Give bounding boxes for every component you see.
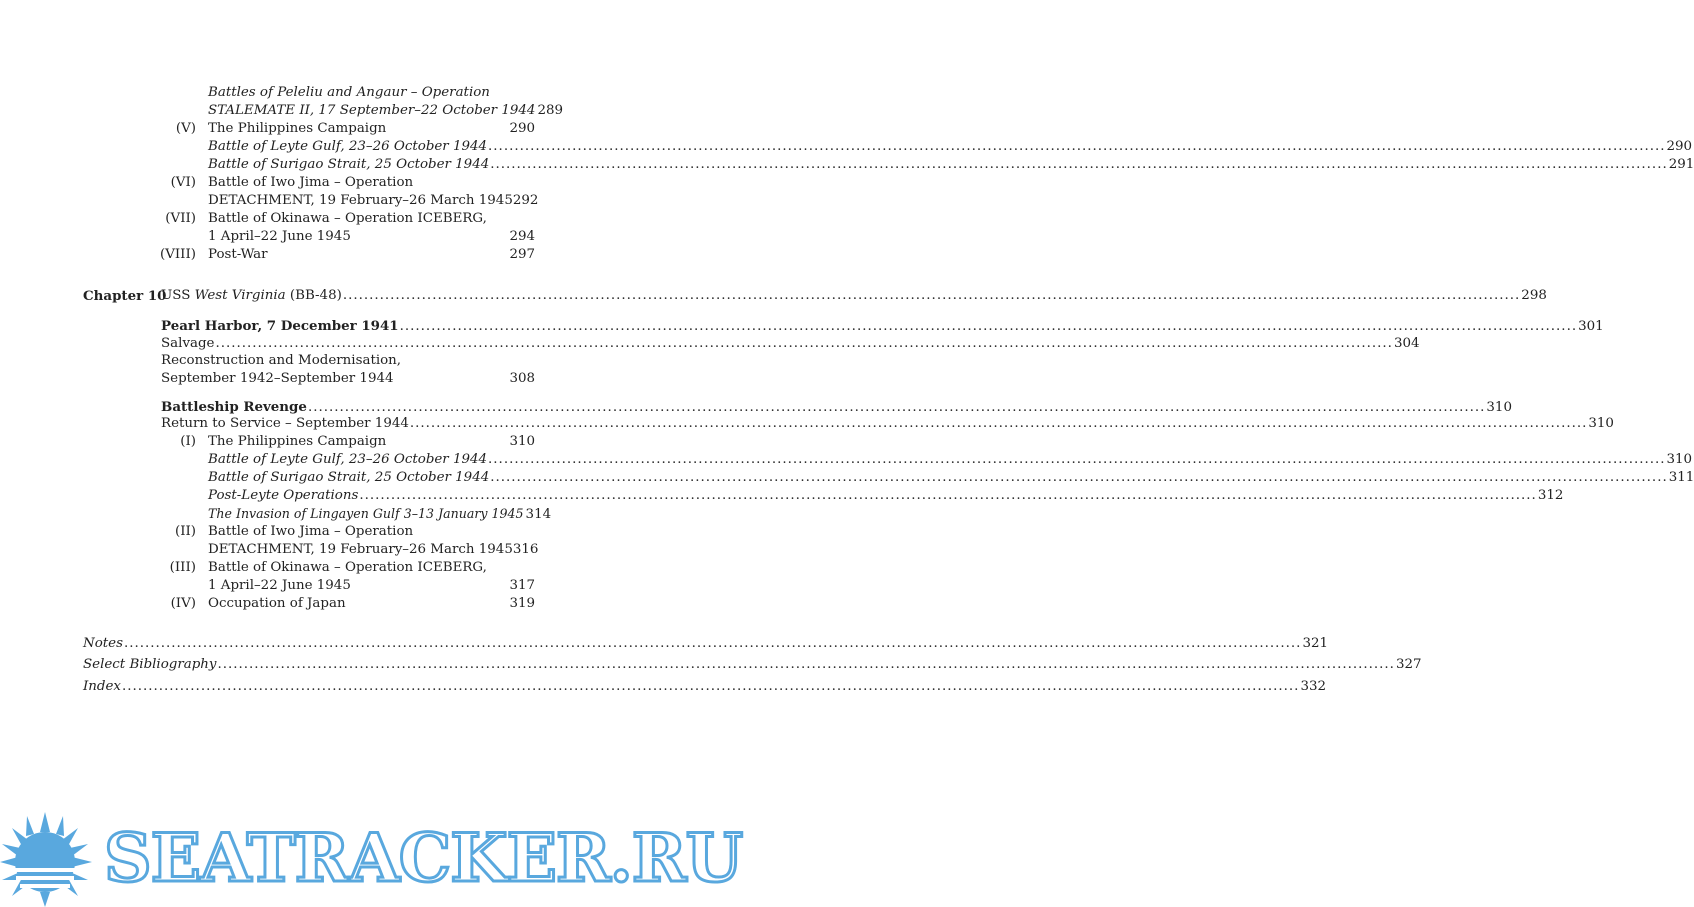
leader-dots: [488, 451, 1665, 469]
toc-entry-iwo-jima[interactable]: DETACHMENT, 19 February–26 March 1945 292: [208, 193, 539, 208]
toc-entry-surigao-strait[interactable]: Battle of Surigao Strait, 25 October 1944 ..... 291: [208, 156, 535, 174]
chapter-label: Chapter 10: [83, 288, 167, 304]
page-number: 332: [1300, 679, 1326, 694]
leader-dots: [124, 635, 1301, 653]
page-number: 294: [509, 229, 535, 244]
toc-entry-bibliography[interactable]: Select Bibliography ..... 327: [83, 656, 535, 674]
toc-entry-ch10-occupation[interactable]: Occupation of Japan 319: [208, 596, 535, 611]
toc-entry-index[interactable]: Index ..... 332: [83, 678, 535, 696]
toc-entry-reconstruction[interactable]: September 1942–September 1944 308: [161, 371, 535, 386]
toc-entry-ch10-leyte-gulf[interactable]: Battle of Leyte Gulf, 23–26 October 1944 ..... 310: [208, 451, 535, 469]
page-number: 290: [509, 121, 535, 136]
page-number: 310: [1486, 400, 1512, 415]
page-number: 291: [1668, 157, 1694, 172]
toc-entry-pearl-harbor[interactable]: Pearl Harbor, 7 December 1941 ..... 301: [161, 317, 535, 335]
toc-entry-ch10-post-leyte[interactable]: Post-Leyte Operations ..... 312: [208, 487, 535, 505]
toc-entry-ch10-okinawa[interactable]: 1 April–22 June 1945 317: [208, 578, 535, 593]
toc-entry-salvage[interactable]: Salvage ..... 304: [161, 335, 535, 353]
page-number: 310: [509, 434, 535, 449]
page-number: 298: [1521, 288, 1547, 303]
watermark-text: SEATRACKER.RU: [104, 819, 743, 897]
leader-dots: [122, 678, 1299, 696]
leader-dots: [490, 156, 1667, 174]
page-number: 290: [1666, 139, 1693, 154]
toc-entry-leyte-gulf[interactable]: Battle of Leyte Gulf, 23–26 October 1944 ..... 290: [208, 138, 535, 156]
section-numeral: (V): [175, 121, 196, 136]
page-number: 310: [1588, 416, 1614, 431]
page-number: 319: [509, 596, 535, 611]
leader-dots: [400, 318, 1577, 336]
page-number: 308: [509, 371, 535, 386]
toc-entry-battleship-revenge[interactable]: Battleship Revenge ..... 310: [161, 398, 535, 416]
page-number: 310: [1666, 452, 1693, 467]
leader-dots: [359, 487, 1536, 505]
leader-dots: [490, 469, 1667, 487]
page-number: 304: [1393, 336, 1420, 351]
toc-entry-ch10-okinawa-line1: Battle of Okinawa – Operation ICEBERG,: [208, 560, 487, 575]
toc-entry-post-war[interactable]: Post-War 297: [208, 247, 535, 262]
page-number: 317: [509, 578, 535, 593]
toc-entry-peleliu-line1: Battles of Peleliu and Angaur – Operation: [208, 85, 490, 100]
toc-entry-iwo-jima-line1: Battle of Iwo Jima – Operation: [208, 175, 414, 190]
toc-entry-ch10-surigao-strait[interactable]: Battle of Surigao Strait, 25 October 1944 ..... 311: [208, 469, 535, 487]
leader-dots: [488, 138, 1665, 156]
page-number: 316: [512, 542, 539, 557]
leader-dots: [343, 287, 1520, 305]
section-numeral: (VII): [165, 211, 196, 226]
section-numeral: (I): [180, 434, 196, 449]
page-number: 301: [1578, 319, 1604, 334]
section-numeral: (II): [174, 524, 196, 539]
page-number: 321: [1302, 636, 1328, 651]
page-number: 292: [512, 193, 539, 208]
leader-dots: [217, 656, 1394, 674]
toc-entry-ch10-iwo-jima[interactable]: DETACHMENT, 19 February–26 March 1945 316: [208, 542, 539, 557]
section-numeral: (IV): [170, 596, 196, 611]
toc-entry-reconstruction-line1: Reconstruction and Modernisation,: [161, 353, 402, 368]
page-number: 297: [509, 247, 535, 262]
page-number: 327: [1395, 657, 1422, 672]
toc-entry-ch10-iwo-jima-line1: Battle of Iwo Jima – Operation: [208, 524, 414, 539]
toc-entry-notes[interactable]: Notes ..... 321: [83, 635, 535, 653]
page-number: 311: [1668, 470, 1694, 485]
toc-entry-peleliu[interactable]: STALEMATE II, 17 September–22 October 1944 289: [208, 103, 563, 118]
page-number: 312: [1537, 488, 1564, 503]
toc-entry-chapter-10[interactable]: USS West Virginia (BB-48) ..... 298: [161, 287, 535, 305]
toc-entry-return-to-service[interactable]: Return to Service – September 1944 ..... 310: [161, 415, 535, 433]
toc-entry-philippines[interactable]: The Philippines Campaign 290: [208, 121, 535, 136]
page-number: 289: [537, 103, 563, 118]
leader-dots: [410, 415, 1587, 433]
toc-entry-ch10-lingayen-gulf[interactable]: The Invasion of Lingayen Gulf 3–13 January 1945 314: [208, 506, 552, 522]
page-number: 314: [525, 507, 552, 522]
section-numeral: (VI): [170, 175, 196, 190]
toc-entry-ch10-philippines[interactable]: The Philippines Campaign 310: [208, 434, 535, 449]
leader-dots: [215, 335, 1392, 353]
toc-entry-okinawa[interactable]: 1 April–22 June 1945 294: [208, 229, 535, 244]
section-numeral: (VIII): [160, 247, 196, 262]
toc-entry-okinawa-line1: Battle of Okinawa – Operation ICEBERG,: [208, 211, 487, 226]
section-numeral: (III): [169, 560, 196, 575]
